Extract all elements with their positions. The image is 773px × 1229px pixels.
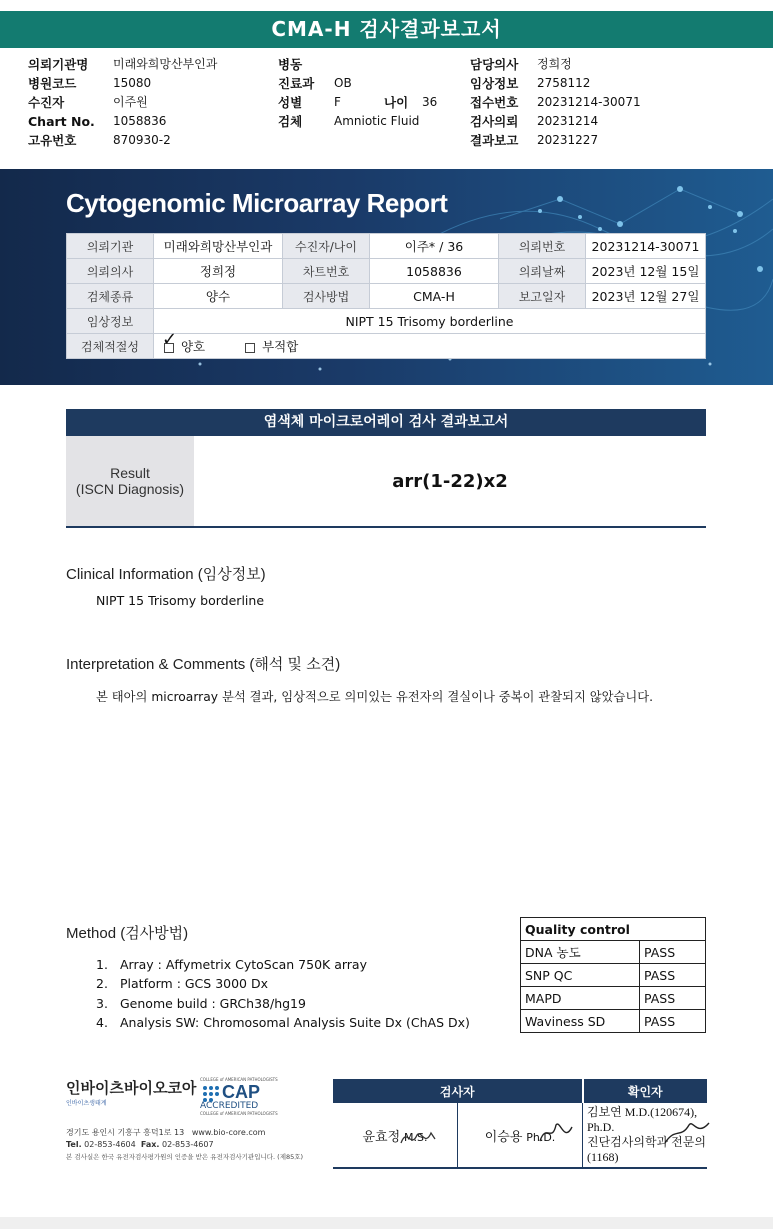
table-row bbox=[67, 259, 706, 284]
company-address: 경기도 용인시 기흥구 흥덕1로 13 bbox=[66, 1128, 185, 1137]
table-row bbox=[67, 334, 706, 359]
result-label-line1: Result bbox=[110, 465, 150, 481]
field-value: 이주원 bbox=[113, 95, 148, 109]
age-value: 36 bbox=[422, 95, 438, 109]
qc-result: PASS bbox=[640, 987, 706, 1010]
company-subtitle: 인바이츠생태계 bbox=[66, 1100, 107, 1107]
field-label: 접수번호 bbox=[470, 95, 519, 110]
cap-caption-bottom: COLLEGE of AMERICAN PATHOLOGISTS bbox=[200, 1111, 278, 1116]
qc-result: PASS bbox=[640, 941, 706, 964]
qc-title: Quality control bbox=[521, 918, 706, 941]
table-row bbox=[521, 987, 706, 1010]
company-contact bbox=[66, 1127, 303, 1163]
result-section-header: 염색체 마이크로어레이 검사 결과보고서 bbox=[66, 409, 706, 436]
field-label: 성별 bbox=[278, 95, 303, 110]
cap-seal-icon bbox=[200, 1083, 222, 1103]
tester1-cell bbox=[333, 1103, 458, 1168]
field-label: 결과보고 bbox=[470, 133, 519, 148]
table-value: 2023년 12월 27일 bbox=[586, 284, 706, 309]
table-key: 의뢰기관 bbox=[67, 234, 154, 259]
table-key: 의뢰날짜 bbox=[499, 259, 586, 284]
table-key: 수진자/나이 bbox=[283, 234, 370, 259]
table-value: 양수 bbox=[154, 284, 283, 309]
quality-control-table bbox=[520, 917, 706, 1033]
table-key: 의뢰의사 bbox=[67, 259, 154, 284]
result-label bbox=[66, 436, 194, 526]
table-value: 2023년 12월 15일 bbox=[586, 259, 706, 284]
field-value: OB bbox=[334, 76, 352, 90]
banner-title: Cytogenomic Microarray Report bbox=[66, 188, 448, 218]
age-label: 나이 bbox=[384, 95, 409, 110]
list-item bbox=[96, 1013, 470, 1032]
check-mark-icon: ✓ bbox=[162, 329, 178, 350]
field-value: 20231227 bbox=[537, 133, 599, 147]
table-value: 이주* / 36 bbox=[370, 234, 499, 259]
field-value: Amniotic Fluid bbox=[334, 114, 420, 128]
field-label: 검체 bbox=[278, 114, 303, 129]
signature-table bbox=[333, 1079, 707, 1169]
tester1-degree: M.S. bbox=[404, 1130, 428, 1144]
list-item bbox=[96, 974, 470, 993]
field-label: 담당의사 bbox=[470, 57, 519, 72]
table-key: 검사방법 bbox=[283, 284, 370, 309]
list-item bbox=[96, 994, 470, 1013]
company-website: www.bio-core.com bbox=[191, 1128, 266, 1137]
list-number: 4. bbox=[96, 1014, 108, 1030]
list-item bbox=[96, 955, 470, 974]
suitability-options bbox=[154, 329, 706, 359]
suitability-bad-option bbox=[245, 339, 298, 354]
request-info-table bbox=[66, 233, 706, 359]
field-label: 고유번호 bbox=[28, 133, 77, 148]
qc-result: PASS bbox=[640, 1010, 706, 1033]
table-value: 20231214-30071 bbox=[586, 234, 706, 259]
company-fax: 02-853-4607 bbox=[161, 1140, 214, 1149]
suitability-ok-option bbox=[162, 329, 206, 355]
qc-result: PASS bbox=[640, 964, 706, 987]
list-number: 1. bbox=[96, 957, 108, 972]
table-key: 의뢰번호 bbox=[499, 234, 586, 259]
table-key: 검체종류 bbox=[67, 284, 154, 309]
field-label: 검사의뢰 bbox=[470, 114, 519, 129]
table-row bbox=[333, 1079, 707, 1103]
report-title: CMA-H 검사결과보고서 bbox=[271, 17, 502, 41]
clinical-info-value: NIPT 15 Trisomy borderline bbox=[154, 309, 706, 334]
method-title: Method (검사방법) bbox=[66, 925, 189, 942]
table-value: 미래와희망산부인과 bbox=[154, 234, 283, 259]
list-text: Platform : GCS 3000 Dx bbox=[120, 976, 269, 992]
confirmer-line2: 진단검사의학과 전문의(1168) bbox=[587, 1135, 706, 1164]
table-row bbox=[67, 284, 706, 309]
table-row bbox=[521, 941, 706, 964]
method-list bbox=[96, 955, 470, 1032]
table-row bbox=[333, 1103, 707, 1168]
field-label: 병동 bbox=[278, 57, 303, 72]
tester2-degree: Ph.D. bbox=[526, 1130, 556, 1144]
tester2-signature-icon bbox=[536, 1117, 576, 1147]
field-value: 20231214 bbox=[537, 114, 599, 128]
qc-name: Waviness SD bbox=[521, 1010, 640, 1033]
list-number: 3. bbox=[96, 995, 108, 1011]
field-label: 임상정보 bbox=[470, 76, 519, 91]
field-label: 수진자 bbox=[28, 95, 65, 110]
field-value: 1058836 bbox=[113, 114, 167, 128]
qc-name: MAPD bbox=[521, 987, 640, 1010]
list-text: Genome build : GRCh38/hg19 bbox=[120, 995, 306, 1011]
tester1-name: 윤효정 bbox=[362, 1129, 401, 1145]
header-col-2 bbox=[278, 55, 437, 131]
clinical-info-title: Clinical Information (임상정보) bbox=[66, 566, 266, 583]
list-number: 2. bbox=[96, 976, 108, 992]
table-value: CMA-H bbox=[370, 284, 499, 309]
table-key: 차트번호 bbox=[283, 259, 370, 284]
list-text: Analysis SW: Chromosomal Analysis Suite Dx (ChAS Dx) bbox=[120, 1014, 470, 1030]
result-label-line2: (ISCN Diagnosis) bbox=[75, 481, 185, 497]
page-bottom-strip bbox=[0, 1217, 773, 1229]
field-value: 20231214-30071 bbox=[537, 95, 641, 109]
field-label: 병원코드 bbox=[28, 76, 77, 91]
header-col-3 bbox=[470, 55, 641, 150]
fax-label: Fax. bbox=[140, 1140, 160, 1149]
company-tel: 02-853-4604 bbox=[84, 1140, 136, 1149]
list-text: Array : Affymetrix CytoScan 750K array bbox=[120, 957, 367, 972]
field-value: 정희정 bbox=[537, 57, 572, 71]
clinical-info-body: NIPT 15 Trisomy borderline bbox=[96, 593, 265, 608]
tel-label: Tel. bbox=[66, 1140, 82, 1149]
field-label: Chart No. bbox=[28, 114, 95, 129]
table-key: 임상정보 bbox=[67, 309, 154, 334]
confirmer-line1: 김보연 M.D.(120674), Ph.D. bbox=[587, 1105, 698, 1134]
company-name: 인바이츠바이오코아 bbox=[66, 1079, 197, 1097]
table-row bbox=[521, 1010, 706, 1033]
suitability-ok-label: 양호 bbox=[180, 339, 206, 354]
accreditation-note: 본 검사실은 한국 유전자검사평가원의 인증을 받은 유전자검사기관입니다. (제85호) bbox=[66, 1153, 304, 1161]
field-label: 의뢰기관명 bbox=[28, 57, 89, 72]
field-value: 미래와희망산부인과 bbox=[113, 57, 218, 71]
confirmer-cell bbox=[583, 1103, 708, 1168]
table-key: 보고일자 bbox=[499, 284, 586, 309]
cap-accredited-logo bbox=[200, 1077, 280, 1121]
cap-accredited-text: ACCREDITED bbox=[200, 1101, 259, 1111]
report-title-bar bbox=[0, 11, 773, 48]
suitability-bad-label: 부적합 bbox=[262, 339, 299, 354]
table-row bbox=[521, 918, 706, 941]
header-col-1 bbox=[28, 55, 217, 150]
field-value: 870930-2 bbox=[113, 133, 171, 147]
checkbox-empty-icon bbox=[245, 343, 255, 353]
table-value: 1058836 bbox=[370, 259, 499, 284]
tester2-name: 이승용 bbox=[484, 1129, 523, 1145]
iscn-result-value: arr(1-22)x2 bbox=[392, 470, 508, 492]
cap-logo-text: CAP bbox=[222, 1082, 261, 1102]
field-value: F bbox=[334, 95, 341, 109]
tester1-signature-icon bbox=[399, 1125, 439, 1151]
qc-name: DNA 농도 bbox=[521, 941, 640, 964]
field-label: 진료과 bbox=[278, 76, 315, 91]
qc-name: SNP QC bbox=[521, 964, 640, 987]
table-value: 정희정 bbox=[154, 259, 283, 284]
confirmer-signature-icon bbox=[663, 1117, 713, 1147]
field-value: 2758112 bbox=[537, 76, 591, 90]
tester2-cell bbox=[458, 1103, 583, 1168]
cap-caption-top: COLLEGE of AMERICAN PATHOLOGISTS bbox=[200, 1077, 278, 1082]
interpretation-title: Interpretation & Comments (해석 및 소견) bbox=[66, 656, 341, 673]
tester-header: 검사자 bbox=[333, 1079, 583, 1103]
confirm-header: 확인자 bbox=[583, 1079, 708, 1103]
field-value: 15080 bbox=[113, 76, 152, 90]
table-row bbox=[521, 964, 706, 987]
table-row bbox=[67, 234, 706, 259]
interpretation-body: 본 태아의 microarray 분석 결과, 임상적으로 의미있는 유전자의 결실이나 중복이 관찰되지 않았습니다. bbox=[96, 690, 654, 704]
result-box bbox=[66, 436, 706, 528]
table-key: 검체적절성 bbox=[67, 334, 154, 359]
